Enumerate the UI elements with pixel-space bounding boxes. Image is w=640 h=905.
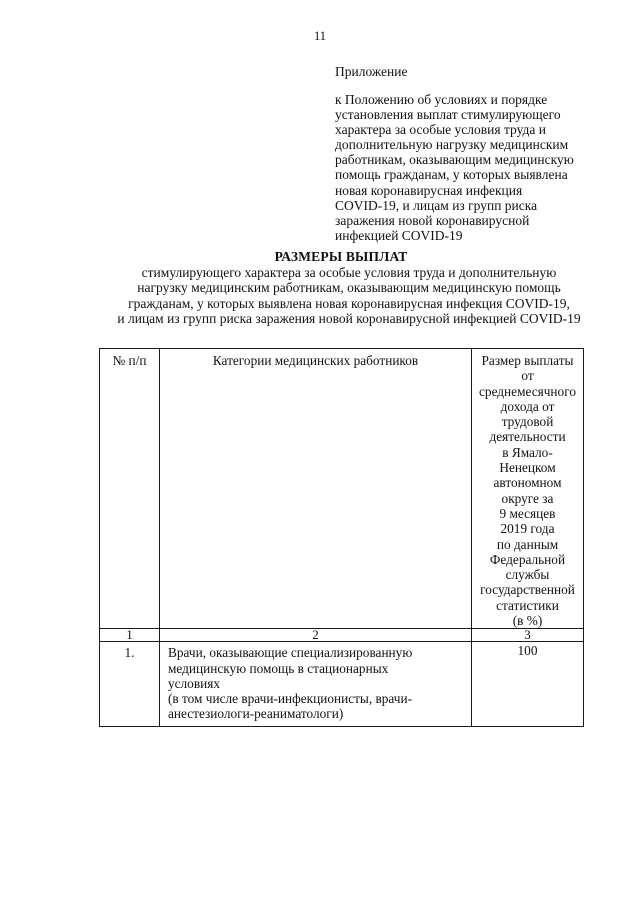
document-title: РАЗМЕРЫ ВЫПЛАТ [274, 249, 408, 264]
subtitle-line: гражданам, у которых выявлена новая коронавирусная инфекция COVID-19, [128, 295, 570, 311]
column-index-row [100, 629, 584, 642]
appendix-line: COVID-19, и лицам из групп риска [335, 197, 538, 213]
header-size-line: округе за [501, 490, 554, 506]
appendix-line: установления выплат стимулирующего [335, 107, 561, 123]
row-percent: 100 [472, 642, 584, 727]
header-size-line: автономном [493, 475, 562, 491]
header-size-line: деятельности [489, 429, 566, 445]
category-line: Врачи, оказывающие специализированную [168, 645, 413, 661]
appendix-line: работникам, оказывающим медицинскую [335, 152, 574, 168]
header-payment-size [472, 349, 584, 629]
column-index: 1 [100, 629, 160, 642]
row-category [160, 642, 472, 727]
row-number: 1. [100, 642, 160, 727]
appendix-line: помощь гражданам, у которых выявлена [335, 167, 568, 183]
header-size-line: государственной [480, 582, 575, 598]
header-size-line: дохода от [500, 398, 555, 414]
header-size-line: (в %) [512, 613, 543, 629]
header-size-line: статистики [496, 597, 559, 613]
page-number: 11 [313, 29, 327, 43]
payments-table [99, 348, 584, 727]
header-size-line: службы [505, 567, 550, 583]
header-size-line: по данным [496, 536, 559, 552]
appendix-title: Приложение [335, 64, 408, 79]
category-line: (в том числе врачи-инфекционисты, врачи- [168, 690, 413, 706]
appendix-line: дополнительную нагрузку медицинским [335, 137, 569, 153]
column-index: 2 [160, 629, 472, 642]
subtitle-line: нагрузку медицинским работникам, оказывающим медицинскую помощь [137, 280, 561, 296]
subtitle-line: стимулирующего характера за особые условия труда и дополнительную [141, 265, 557, 280]
subtitle-line: и лицам из групп риска заражения новой коронавирусной инфекцией COVID-19 [117, 310, 581, 326]
appendix-line: новая коронавирусная инфекция [335, 182, 523, 198]
category-line: медицинскую помощь в стационарных [168, 660, 389, 676]
appendix-line: к Положению об условиях и порядке [335, 92, 548, 107]
header-size-line: Размер выплаты [481, 353, 574, 368]
appendix-line: инфекцией COVID-19 [335, 227, 463, 243]
header-size-line: 2019 года [500, 521, 555, 537]
column-index: 3 [472, 629, 584, 642]
header-size-line: в Ямало- [502, 444, 553, 460]
header-size-line: среднемесячного [479, 383, 576, 399]
table-row [100, 642, 584, 727]
header-size-line: от [521, 368, 534, 384]
header-size-line: Федеральной [489, 551, 566, 567]
header-size-line: Ненецком [499, 460, 556, 476]
appendix-line: заражения новой коронавирусной [335, 212, 530, 228]
category-line: условиях [168, 675, 220, 691]
category-line: анестезиологи-реаниматологи) [168, 706, 344, 722]
document-subtitle [0, 265, 640, 326]
table-header-row [100, 349, 584, 629]
header-size-line: 9 месяцев [499, 505, 556, 521]
appendix-line: характера за особые условия труда и [335, 122, 546, 138]
header-category: Категории медицинских работников [160, 349, 472, 629]
header-number: № п/п [100, 349, 160, 629]
header-size-line: трудовой [501, 414, 554, 430]
appendix-reference [335, 92, 574, 243]
